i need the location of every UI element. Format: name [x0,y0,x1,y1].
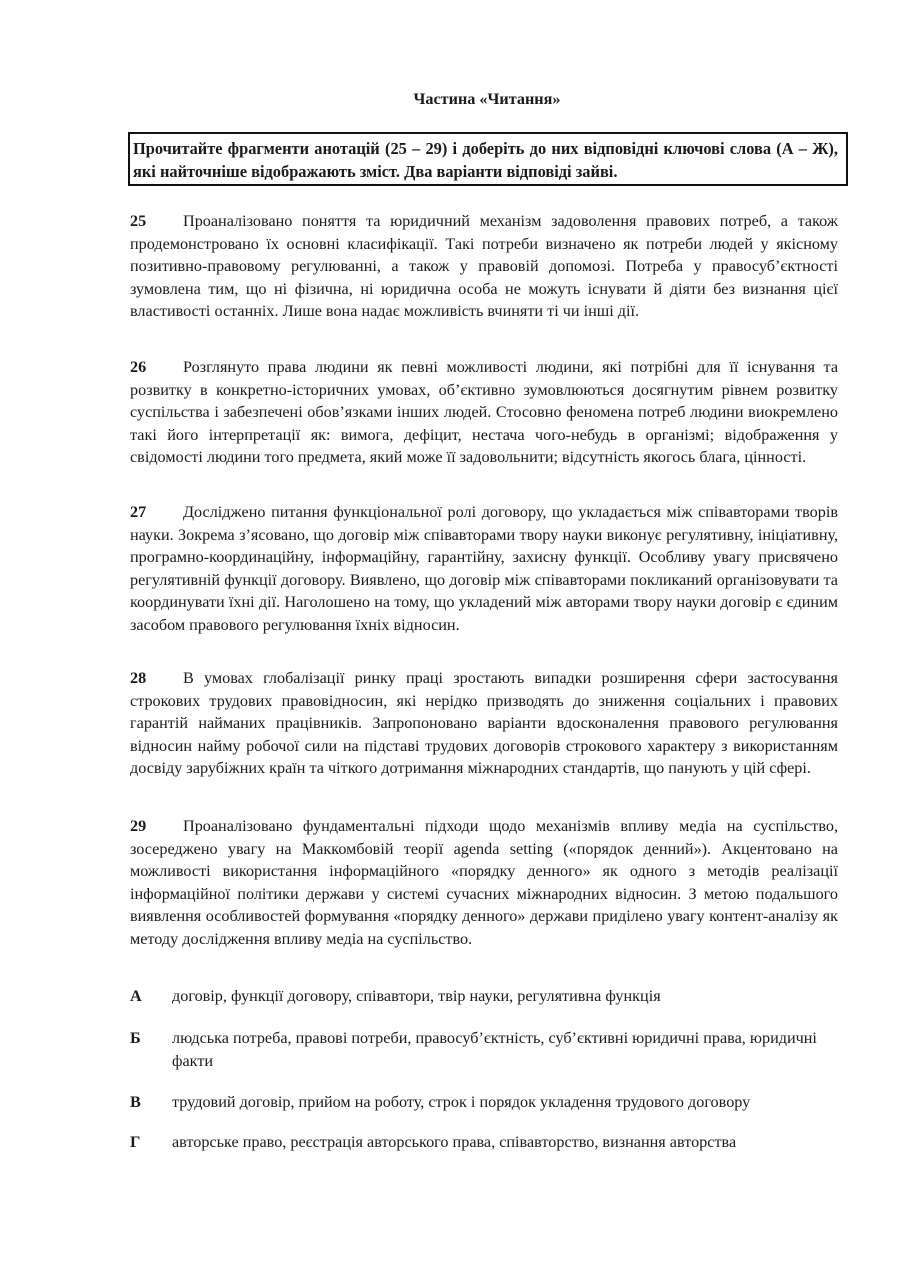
annotation-text: Проаналізовано поняття та юридичний механізм задоволення правових потреб, а також продемонстровано їх основні класифікації. Такі потреби визначено як потреби людей у якісному позитивно-правовому регулюванні, а також у правовій допомозі. Потреба у правосуб’єктності зумовлена тим, що ні фізична, ні юридична особа не можуть існувати й діяти без визнання цієї властивості останніх. Лише вона надає можливість вчиняти ті чи інші дії. [130,212,838,321]
annotation-number: 26 [130,358,147,376]
annotation-text: Проаналізовано фундаментальні підходи щодо механізмів впливу медіа на суспільство, зосереджено увагу на Маккомбовій теорії agenda setting («порядок денний»). Акцентовано на можливості використання інформаційного «порядку денного» як одного з методів реалізації інформаційної політики держави у системі сучасних міжнародних відносин. З метою подальшого виявлення особливостей формування «порядку денного» держави приділено увагу контент-аналізу як методу дослідження впливу медіа на суспільство. [130,817,838,948]
annotation-text: Розглянуто права людини як певні можливості людини, які потрібні для її існування та розвитку в конкретно-історичних умовах, об’єктивно зумовлюються досягнутим рівнем розвитку суспільства і забезпечені обов’язками інших людей. Стосовно феномена потреб людини виокремлено такі його інтерпретації як: вимога, дефіцит, нестача чого-небудь в організмі; відображення у свідомості людини того предмета, який може її задовольнити; відсутність якогось блага, цінності. [130,358,838,467]
keyword-letter: Г [130,1133,141,1151]
keyword-letter: Б [130,1029,141,1047]
annotation-text: В умовах глобалізації ринку праці зростають випадки розширення сфери застосування строкових трудових правовідносин, які нерідко призводять до зниження соціальних і правових гарантій найманих працівників. Запропоновано варіанти вдосконалення правового регулювання відносин найму робочої сили на підставі трудових договорів строкового характеру з використанням досвіду зарубіжних країн та чіткого дотримання міжнародних стандартів, що панують у цій сфері. [130,669,838,778]
keyword-option-v [130,1091,838,1114]
keyword-letter: В [130,1093,141,1111]
keyword-option-a [130,985,838,1008]
keyword-text: договір, функції договору, співавтори, твір науки, регулятивна функція [172,987,661,1005]
keyword-letter: А [130,987,142,1005]
annotation-25 [130,210,838,323]
annotation-28 [130,667,838,780]
annotation-26 [130,356,838,469]
annotation-number: 28 [130,669,147,687]
annotation-text: Досліджено питання функціональної ролі договору, що укладається між співавторами творів науки. Зокрема з’ясовано, що договір між співавторами твору науки виконує регулятивну, ініціативну, програмно-координаційну, інформаційну, гарантійну, захисну функції. Особливу увагу присвячено регулятивній функції договору. Виявлено, що договір між співавторами покликаний організовувати та координувати їхні дії. Наголошено на тому, що укладений між авторами твору науки договір є єдиним засобом правового регулювання їхніх відносин. [130,503,838,634]
keyword-text: авторське право, реєстрація авторського права, співавторство, визнання авторства [172,1133,737,1151]
annotation-number: 25 [130,212,147,230]
keyword-text: людська потреба, правові потреби, правосуб’єктність, суб’єктивні юридичні права, юридичні факти [172,1029,817,1070]
annotation-27 [130,501,838,637]
instruction-box [128,132,848,186]
section-title: Частина «Читання» [413,90,561,108]
keyword-option-h [130,1131,838,1154]
annotation-29 [130,815,838,951]
instruction-text: Прочитайте фрагменти анотацій (25 – 29) і доберіть до них відповідні ключові слова (А – Ж), які найточніше відображають зміст. Два варіанти відповіді зайві. [133,139,838,181]
annotation-number: 27 [130,503,147,521]
keyword-option-b [130,1027,838,1072]
keyword-text: трудовий договір, прийом на роботу, строк і порядок укладення трудового договору [172,1093,751,1111]
annotation-number: 29 [130,817,147,835]
